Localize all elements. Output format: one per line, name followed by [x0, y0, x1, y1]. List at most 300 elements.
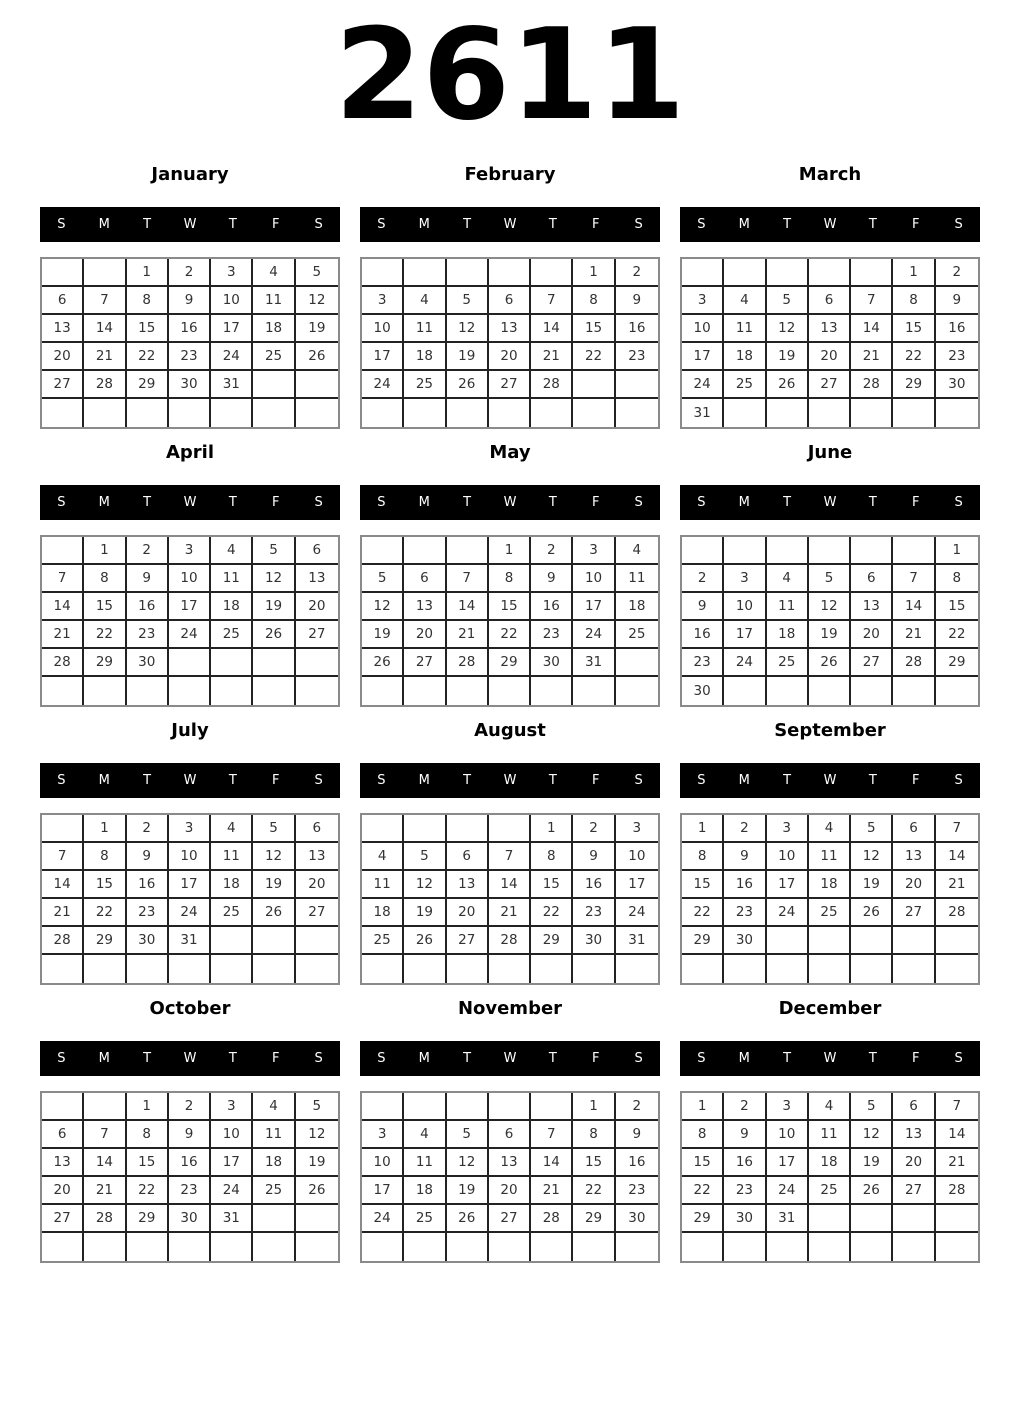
day-cell: 7: [893, 565, 935, 593]
day-cell: 25: [211, 899, 253, 927]
day-cell: 29: [489, 649, 531, 677]
day-cell: 15: [127, 315, 169, 343]
day-cell: 4: [362, 843, 404, 871]
day-cell: 14: [936, 1121, 978, 1149]
day-cell: 15: [84, 593, 126, 621]
day-cell: 9: [724, 1121, 766, 1149]
weekday-label: T: [228, 773, 237, 788]
weekday-label: M: [98, 1051, 110, 1066]
day-cell: 22: [127, 1177, 169, 1205]
empty-cell: [616, 1233, 658, 1261]
empty-cell: [447, 955, 489, 983]
day-cell: 11: [253, 1121, 295, 1149]
empty-cell: [211, 955, 253, 983]
day-cell: 8: [127, 1121, 169, 1149]
weekday-label: S: [634, 1051, 643, 1066]
empty-cell: [42, 677, 84, 705]
day-cell: 4: [404, 287, 446, 315]
day-cell: 10: [362, 315, 404, 343]
month-september: [680, 719, 980, 997]
month-title: November: [457, 998, 563, 1019]
empty-cell: [253, 649, 295, 677]
day-cell: 17: [724, 621, 766, 649]
weekday-label: M: [98, 495, 110, 510]
day-cell: 23: [531, 621, 573, 649]
day-cell: 2: [127, 537, 169, 565]
weekday-label: S: [697, 495, 706, 510]
day-cell: 29: [936, 649, 978, 677]
empty-cell: [724, 537, 766, 565]
day-cell: 14: [42, 593, 84, 621]
month-title: September: [774, 720, 886, 741]
day-cell: 24: [169, 621, 211, 649]
day-cell: 6: [447, 843, 489, 871]
day-cell: 10: [724, 593, 766, 621]
empty-cell: [489, 259, 531, 287]
empty-cell: [573, 677, 615, 705]
weekday-label: W: [823, 217, 837, 232]
day-cell: 2: [127, 815, 169, 843]
day-cell: 21: [84, 1177, 126, 1205]
day-cell: 24: [724, 649, 766, 677]
day-cell: 21: [84, 343, 126, 371]
month-title: May: [489, 442, 531, 463]
day-cell: 26: [404, 927, 446, 955]
day-cell: 5: [809, 565, 851, 593]
day-cell: 20: [447, 899, 489, 927]
day-cell: 26: [767, 371, 809, 399]
day-cell: 3: [211, 1093, 253, 1121]
day-cell: 5: [851, 815, 893, 843]
day-cell: 30: [936, 371, 978, 399]
day-cell: 25: [211, 621, 253, 649]
day-cell: 19: [809, 621, 851, 649]
weekday-label: M: [738, 1051, 750, 1066]
weekday-label: S: [377, 217, 386, 232]
day-cell: 11: [809, 1121, 851, 1149]
empty-cell: [169, 649, 211, 677]
empty-cell: [489, 815, 531, 843]
day-cell: 13: [404, 593, 446, 621]
empty-cell: [362, 955, 404, 983]
day-cell: 27: [296, 621, 338, 649]
day-cell: 8: [682, 1121, 724, 1149]
day-cell: 25: [767, 649, 809, 677]
day-cell: 24: [767, 1177, 809, 1205]
month-day-grid: [360, 535, 660, 707]
day-cell: 30: [531, 649, 573, 677]
day-cell: 28: [851, 371, 893, 399]
day-cell: 24: [767, 899, 809, 927]
weekday-label: S: [634, 495, 643, 510]
month-day-grid: [40, 257, 340, 429]
weekday-label: W: [503, 217, 517, 232]
weekday-label: W: [503, 1051, 517, 1066]
month-june: [680, 441, 980, 719]
day-cell: 26: [851, 1177, 893, 1205]
weekday-header-bar: [360, 1041, 660, 1076]
day-cell: 10: [682, 315, 724, 343]
day-cell: 28: [531, 1205, 573, 1233]
day-cell: 12: [851, 843, 893, 871]
day-cell: 31: [211, 1205, 253, 1233]
day-cell: 25: [404, 1205, 446, 1233]
empty-cell: [404, 1093, 446, 1121]
empty-cell: [531, 677, 573, 705]
month-title: March: [798, 164, 862, 185]
day-cell: 8: [573, 287, 615, 315]
day-cell: 6: [851, 565, 893, 593]
day-cell: 17: [169, 871, 211, 899]
month-january: [40, 163, 340, 441]
empty-cell: [724, 259, 766, 287]
day-cell: 5: [404, 843, 446, 871]
month-day-grid: [360, 813, 660, 985]
day-cell: 20: [489, 1177, 531, 1205]
day-cell: 16: [127, 871, 169, 899]
day-cell: 23: [127, 621, 169, 649]
weekday-label: W: [823, 1051, 837, 1066]
day-cell: 5: [447, 287, 489, 315]
day-cell: 19: [447, 1177, 489, 1205]
day-cell: 13: [296, 565, 338, 593]
day-cell: 13: [851, 593, 893, 621]
day-cell: 24: [362, 371, 404, 399]
day-cell: 10: [169, 843, 211, 871]
day-cell: 12: [296, 1121, 338, 1149]
empty-cell: [253, 1205, 295, 1233]
weekday-header-bar: [360, 207, 660, 242]
day-cell: 19: [447, 343, 489, 371]
month-title: October: [149, 998, 231, 1019]
day-cell: 24: [573, 621, 615, 649]
weekday-label: T: [548, 495, 557, 510]
day-cell: 21: [531, 1177, 573, 1205]
day-cell: 11: [211, 843, 253, 871]
weekday-header-bar: [360, 763, 660, 798]
weekday-label: M: [738, 217, 750, 232]
day-cell: 6: [809, 287, 851, 315]
weekday-header-bar: [40, 485, 340, 520]
day-cell: 13: [42, 1149, 84, 1177]
weekday-label: M: [418, 495, 430, 510]
weekday-label: W: [823, 773, 837, 788]
weekday-header-bar: [40, 1041, 340, 1076]
weekday-label: M: [418, 217, 430, 232]
day-cell: 22: [489, 621, 531, 649]
weekday-label: M: [738, 773, 750, 788]
day-cell: 9: [169, 287, 211, 315]
month-title: December: [778, 998, 882, 1019]
weekday-label: T: [463, 217, 472, 232]
empty-cell: [169, 677, 211, 705]
empty-cell: [447, 815, 489, 843]
month-july: [40, 719, 340, 997]
weekday-label: S: [314, 495, 323, 510]
day-cell: 24: [169, 899, 211, 927]
month-title: April: [165, 442, 215, 463]
day-cell: 24: [682, 371, 724, 399]
day-cell: 4: [404, 1121, 446, 1149]
weekday-label: T: [463, 1051, 472, 1066]
day-cell: 15: [682, 871, 724, 899]
empty-cell: [616, 677, 658, 705]
weekday-label: W: [503, 495, 517, 510]
empty-cell: [531, 955, 573, 983]
day-cell: 1: [893, 259, 935, 287]
month-day-grid: [360, 257, 660, 429]
day-cell: 14: [936, 843, 978, 871]
empty-cell: [404, 259, 446, 287]
day-cell: 26: [447, 1205, 489, 1233]
empty-cell: [851, 399, 893, 427]
weekday-label: W: [183, 1051, 197, 1066]
empty-cell: [936, 1205, 978, 1233]
weekday-label: S: [377, 773, 386, 788]
day-cell: 18: [362, 899, 404, 927]
empty-cell: [84, 955, 126, 983]
day-cell: 11: [404, 315, 446, 343]
day-cell: 30: [169, 371, 211, 399]
day-cell: 29: [127, 371, 169, 399]
day-cell: 8: [936, 565, 978, 593]
day-cell: 21: [851, 343, 893, 371]
day-cell: 3: [616, 815, 658, 843]
day-cell: 27: [489, 1205, 531, 1233]
weekday-label: S: [697, 1051, 706, 1066]
day-cell: 26: [253, 621, 295, 649]
day-cell: 7: [447, 565, 489, 593]
empty-cell: [296, 649, 338, 677]
day-cell: 20: [809, 343, 851, 371]
empty-cell: [296, 955, 338, 983]
day-cell: 18: [211, 593, 253, 621]
empty-cell: [682, 955, 724, 983]
day-cell: 25: [616, 621, 658, 649]
day-cell: 5: [296, 259, 338, 287]
day-cell: 6: [893, 1093, 935, 1121]
day-cell: 7: [936, 1093, 978, 1121]
empty-cell: [809, 955, 851, 983]
day-cell: 8: [573, 1121, 615, 1149]
day-cell: 16: [127, 593, 169, 621]
day-cell: 26: [296, 1177, 338, 1205]
day-cell: 28: [489, 927, 531, 955]
empty-cell: [362, 537, 404, 565]
day-cell: 14: [42, 871, 84, 899]
day-cell: 25: [362, 927, 404, 955]
day-cell: 13: [809, 315, 851, 343]
weekday-label: M: [98, 217, 110, 232]
month-day-grid: [680, 813, 980, 985]
day-cell: 27: [42, 371, 84, 399]
empty-cell: [404, 399, 446, 427]
day-cell: 22: [531, 899, 573, 927]
day-cell: 26: [447, 371, 489, 399]
day-cell: 19: [404, 899, 446, 927]
day-cell: 14: [893, 593, 935, 621]
day-cell: 21: [936, 871, 978, 899]
day-cell: 2: [169, 259, 211, 287]
day-cell: 20: [42, 1177, 84, 1205]
day-cell: 9: [616, 287, 658, 315]
day-cell: 6: [893, 815, 935, 843]
empty-cell: [489, 1233, 531, 1261]
empty-cell: [169, 955, 211, 983]
empty-cell: [253, 371, 295, 399]
day-cell: 8: [682, 843, 724, 871]
day-cell: 9: [531, 565, 573, 593]
day-cell: 2: [616, 259, 658, 287]
day-cell: 17: [616, 871, 658, 899]
weekday-label: S: [314, 217, 323, 232]
empty-cell: [767, 1233, 809, 1261]
day-cell: 15: [682, 1149, 724, 1177]
weekday-label: T: [548, 773, 557, 788]
month-day-grid: [40, 1091, 340, 1263]
day-cell: 29: [84, 649, 126, 677]
empty-cell: [362, 1233, 404, 1261]
day-cell: 23: [936, 343, 978, 371]
day-cell: 22: [936, 621, 978, 649]
empty-cell: [447, 259, 489, 287]
month-august: [360, 719, 660, 997]
weekday-label: S: [634, 217, 643, 232]
empty-cell: [616, 955, 658, 983]
day-cell: 2: [724, 815, 766, 843]
day-cell: 12: [362, 593, 404, 621]
empty-cell: [893, 677, 935, 705]
empty-cell: [682, 537, 724, 565]
empty-cell: [724, 955, 766, 983]
empty-cell: [616, 399, 658, 427]
empty-cell: [893, 537, 935, 565]
day-cell: 21: [489, 899, 531, 927]
day-cell: 20: [851, 621, 893, 649]
weekday-label: S: [697, 773, 706, 788]
empty-cell: [84, 259, 126, 287]
day-cell: 29: [682, 927, 724, 955]
empty-cell: [362, 677, 404, 705]
weekday-label: S: [954, 773, 963, 788]
month-day-grid: [680, 1091, 980, 1263]
day-cell: 27: [447, 927, 489, 955]
day-cell: 30: [616, 1205, 658, 1233]
day-cell: 2: [936, 259, 978, 287]
day-cell: 13: [42, 315, 84, 343]
month-title: June: [807, 442, 853, 463]
weekday-label: S: [377, 495, 386, 510]
weekday-label: W: [183, 495, 197, 510]
empty-cell: [296, 1205, 338, 1233]
day-cell: 21: [447, 621, 489, 649]
day-cell: 11: [809, 843, 851, 871]
day-cell: 15: [531, 871, 573, 899]
month-title: July: [171, 720, 209, 741]
day-cell: 31: [211, 371, 253, 399]
day-cell: 10: [211, 1121, 253, 1149]
empty-cell: [851, 677, 893, 705]
day-cell: 18: [767, 621, 809, 649]
day-cell: 22: [893, 343, 935, 371]
day-cell: 30: [573, 927, 615, 955]
day-cell: 16: [724, 1149, 766, 1177]
months-grid: [0, 163, 1020, 1275]
day-cell: 6: [404, 565, 446, 593]
empty-cell: [42, 399, 84, 427]
day-cell: 28: [42, 649, 84, 677]
day-cell: 4: [253, 259, 295, 287]
weekday-label: S: [314, 1051, 323, 1066]
day-cell: 6: [489, 1121, 531, 1149]
day-cell: 6: [42, 287, 84, 315]
day-cell: 9: [682, 593, 724, 621]
weekday-label: F: [271, 217, 280, 232]
weekday-label: T: [783, 495, 792, 510]
day-cell: 26: [809, 649, 851, 677]
day-cell: 16: [682, 621, 724, 649]
empty-cell: [809, 927, 851, 955]
day-cell: 18: [404, 1177, 446, 1205]
weekday-label: S: [377, 1051, 386, 1066]
empty-cell: [404, 815, 446, 843]
day-cell: 28: [447, 649, 489, 677]
day-cell: 22: [573, 343, 615, 371]
day-cell: 17: [211, 1149, 253, 1177]
empty-cell: [127, 1233, 169, 1261]
day-cell: 17: [573, 593, 615, 621]
empty-cell: [211, 677, 253, 705]
day-cell: 9: [127, 565, 169, 593]
day-cell: 25: [809, 899, 851, 927]
day-cell: 2: [616, 1093, 658, 1121]
day-cell: 21: [42, 899, 84, 927]
empty-cell: [211, 927, 253, 955]
day-cell: 27: [404, 649, 446, 677]
day-cell: 3: [682, 287, 724, 315]
weekday-label: F: [591, 773, 600, 788]
empty-cell: [404, 537, 446, 565]
day-cell: 10: [616, 843, 658, 871]
empty-cell: [253, 955, 295, 983]
month-title: August: [474, 720, 546, 741]
day-cell: 10: [211, 287, 253, 315]
day-cell: 12: [253, 843, 295, 871]
weekday-label: T: [143, 495, 152, 510]
empty-cell: [362, 815, 404, 843]
empty-cell: [767, 537, 809, 565]
empty-cell: [616, 371, 658, 399]
empty-cell: [767, 955, 809, 983]
day-cell: 22: [84, 899, 126, 927]
day-cell: 3: [211, 259, 253, 287]
weekday-label: F: [911, 773, 920, 788]
month-title: February: [464, 164, 556, 185]
weekday-label: T: [548, 217, 557, 232]
day-cell: 21: [42, 621, 84, 649]
weekday-label: T: [783, 1051, 792, 1066]
day-cell: 14: [447, 593, 489, 621]
weekday-label: T: [783, 217, 792, 232]
day-cell: 1: [573, 259, 615, 287]
day-cell: 5: [253, 537, 295, 565]
day-cell: 25: [253, 343, 295, 371]
empty-cell: [404, 677, 446, 705]
day-cell: 17: [362, 1177, 404, 1205]
weekday-label: T: [868, 773, 877, 788]
day-cell: 7: [851, 287, 893, 315]
empty-cell: [42, 537, 84, 565]
